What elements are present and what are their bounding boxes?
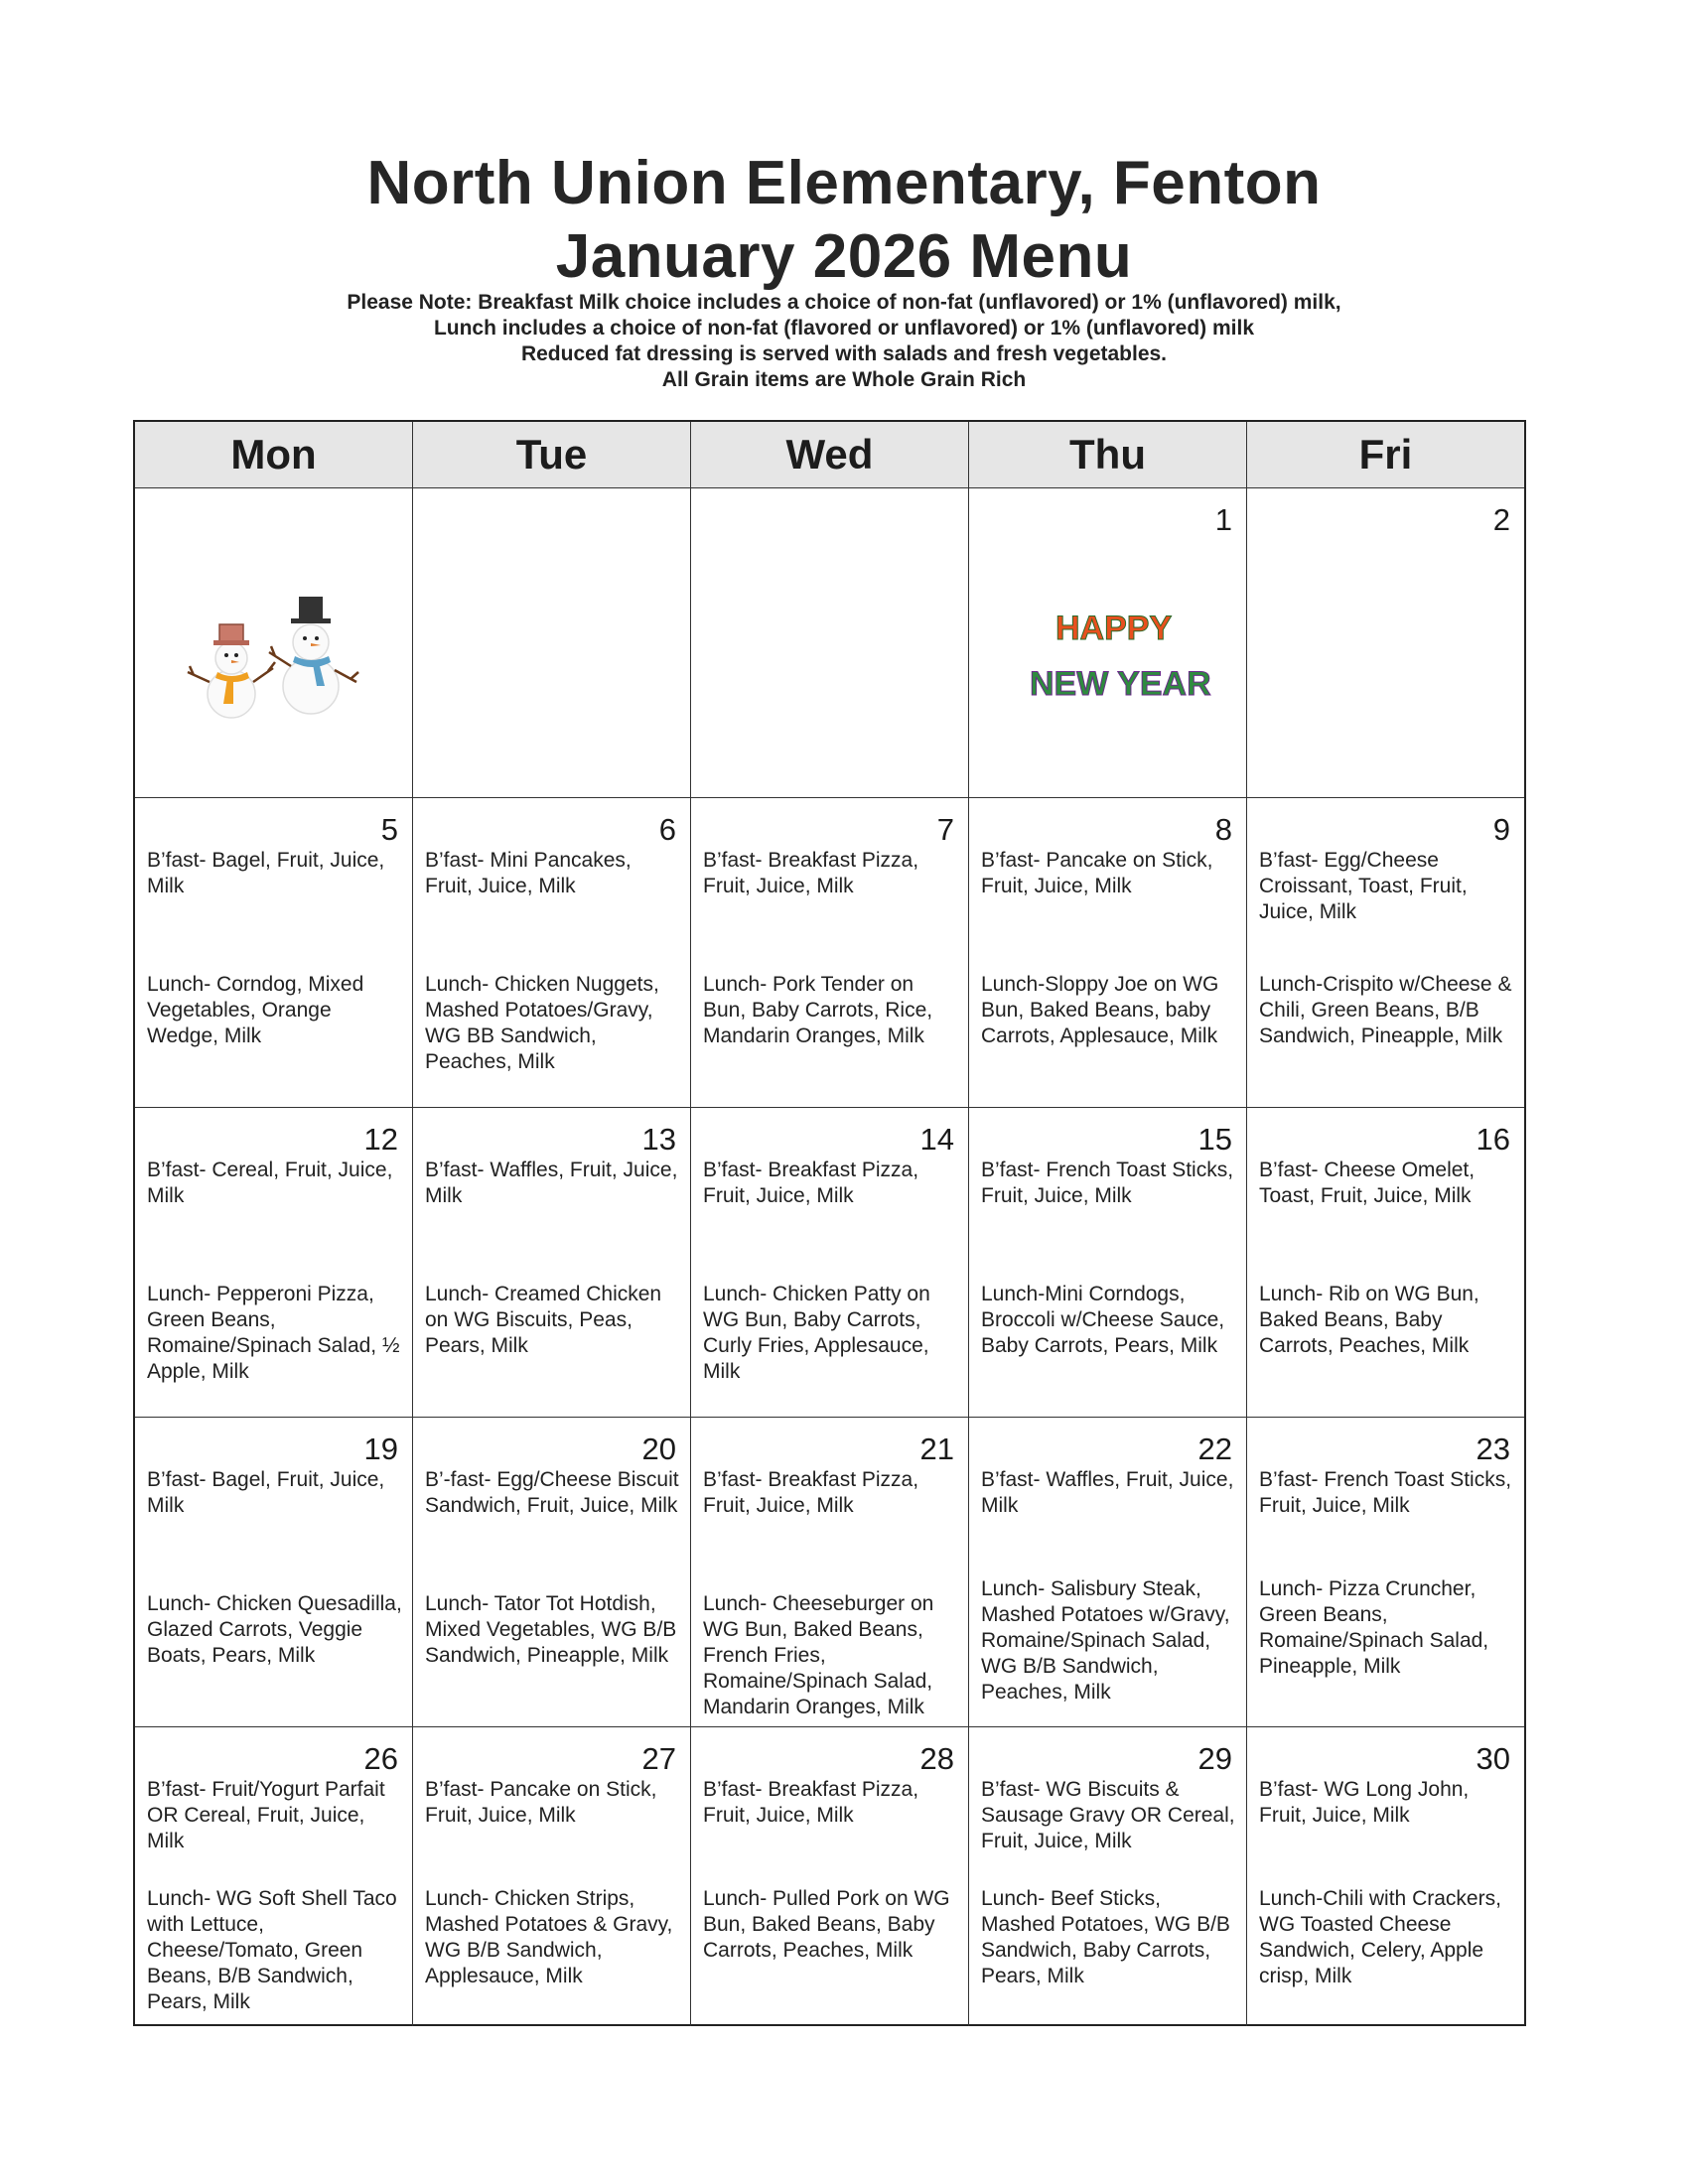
day-number: 30: [1476, 1741, 1510, 1776]
day-cell: [135, 1418, 413, 1726]
day-number: 29: [1197, 1741, 1232, 1776]
day-cell: [413, 1418, 691, 1726]
weekday-header-fri: Fri: [1247, 422, 1524, 488]
lunch-text: Lunch- Chicken Nuggets, Mashed Potatoes/Gravy, WG BB Sandwich, Peaches, Milk: [425, 973, 659, 1073]
breakfast-text: B’fast- Mini Pancakes, Fruit, Juice, Milk: [425, 849, 632, 897]
lunch-text: Lunch-Mini Corndogs, Broccoli w/Cheese Sauce, Baby Carrots, Pears, Milk: [981, 1283, 1225, 1357]
note-line: Reduced fat dressing is served with salads and fresh vegetables.: [520, 342, 1168, 365]
day-number: 5: [380, 812, 398, 847]
lunch-text: Lunch- Salisbury Steak, Mashed Potatoes w/Gravy, Romaine/Spinach Salad, WG B/B Sandwich, Peaches, Milk: [981, 1577, 1230, 1704]
lunch-text: Lunch- Beef Sticks, Mashed Potatoes, WG B/B Sandwich, Baby Carrots, Pears, Milk: [981, 1887, 1230, 1987]
breakfast-text: B’fast- Cereal, Fruit, Juice, Milk: [147, 1159, 393, 1207]
day-number: 23: [1476, 1432, 1510, 1466]
lunch-text: Lunch- Pork Tender on Bun, Baby Carrots, Rice, Mandarin Oranges, Milk: [703, 973, 933, 1047]
day-number: 7: [936, 812, 954, 847]
note-line: All Grain items are Whole Grain Rich: [661, 368, 1027, 391]
weekday-header-tue: Tue: [413, 422, 691, 488]
day-number: 27: [641, 1741, 676, 1776]
weekday-header-mon: Mon: [135, 422, 413, 488]
breakfast-text: B’fast- WG Biscuits & Sausage Gravy OR Cereal, Fruit, Juice, Milk: [981, 1778, 1235, 1852]
day-cell: [1247, 488, 1524, 797]
day-number: 9: [1492, 812, 1510, 847]
lunch-text: Lunch- Chicken Quesadilla, Glazed Carrots, Veggie Boats, Pears, Milk: [147, 1592, 402, 1667]
lunch-text: Lunch- Rib on WG Bun, Baked Beans, Baby Carrots, Peaches, Milk: [1259, 1283, 1479, 1357]
day-cell: [413, 488, 691, 797]
day-number: 28: [919, 1741, 954, 1776]
breakfast-text: B’fast- Pancake on Stick, Fruit, Juice, Milk: [981, 849, 1213, 897]
note-line: Lunch includes a choice of non-fat (flavored or unflavored) or 1% (unflavored) milk: [433, 317, 1255, 340]
lunch-text: Lunch- WG Soft Shell Taco with Lettuce, Cheese/Tomato, Green Beans, B/B Sandwich, Pears, Milk: [147, 1887, 397, 2013]
day-number: 26: [363, 1741, 398, 1776]
day-number: 2: [1492, 502, 1510, 537]
day-cell: [969, 488, 1247, 797]
day-cell: [413, 1727, 691, 2026]
day-number: 21: [919, 1432, 954, 1466]
day-cell: [691, 1108, 969, 1417]
breakfast-text: B’fast- Breakfast Pizza, Fruit, Juice, Milk: [703, 1159, 919, 1207]
day-cell: [135, 1108, 413, 1417]
day-cell: [691, 488, 969, 797]
week-row: [135, 1108, 1524, 1418]
breakfast-text: B’fast- Fruit/Yogurt Parfait OR Cereal, Fruit, Juice, Milk: [147, 1778, 385, 1852]
day-cell: [691, 1418, 969, 1726]
lunch-text: Lunch- Pulled Pork on WG Bun, Baked Beans, Baby Carrots, Peaches, Milk: [703, 1887, 950, 1962]
breakfast-text: B’fast- French Toast Sticks, Fruit, Juice, Milk: [1259, 1468, 1512, 1517]
lunch-text: Lunch-Chili with Crackers, WG Toasted Cheese Sandwich, Celery, Apple crisp, Milk: [1259, 1887, 1501, 1987]
school-name: North Union Elementary, Fenton: [366, 149, 1322, 217]
menu-calendar: [133, 420, 1526, 2026]
menu-notes: [0, 290, 1688, 393]
day-cell: [1247, 1727, 1524, 2026]
breakfast-text: B’fast- Pancake on Stick, Fruit, Juice, Milk: [425, 1778, 657, 1827]
day-cell: [413, 798, 691, 1107]
day-cell: [135, 1727, 413, 2026]
day-number: 12: [363, 1122, 398, 1157]
day-number: 1: [1214, 502, 1232, 537]
day-number: 22: [1197, 1432, 1232, 1466]
day-number: 19: [363, 1432, 398, 1466]
day-number: 15: [1197, 1122, 1232, 1157]
weekday-header-row: [135, 422, 1524, 488]
breakfast-text: B’fast- Egg/Cheese Croissant, Toast, Fruit, Juice, Milk: [1259, 849, 1468, 923]
new-year-text: NEW YEAR: [1030, 665, 1211, 703]
week-row: [135, 798, 1524, 1108]
breakfast-text: B’fast- Breakfast Pizza, Fruit, Juice, Milk: [703, 1778, 919, 1827]
day-number: 20: [641, 1432, 676, 1466]
calendar-grid: [135, 488, 1524, 2024]
day-cell: [1247, 1108, 1524, 1417]
lunch-text: Lunch- Creamed Chicken on WG Biscuits, Peas, Pears, Milk: [425, 1283, 662, 1357]
snowmen-illustration: [170, 583, 378, 751]
day-number: 13: [641, 1122, 676, 1157]
breakfast-text: B’fast- Bagel, Fruit, Juice, Milk: [147, 849, 385, 897]
lunch-text: Lunch- Tator Tot Hotdish, Mixed Vegetables, WG B/B Sandwich, Pineapple, Milk: [425, 1592, 677, 1667]
day-cell: [691, 1727, 969, 2026]
menu-title: [0, 147, 1688, 294]
day-cell: [969, 1108, 1247, 1417]
lunch-text: Lunch- Cheeseburger on WG Bun, Baked Beans, French Fries, Romaine/Spinach Salad, Mandarin Oranges, Milk: [703, 1592, 934, 1718]
breakfast-text: B’fast- Breakfast Pizza, Fruit, Juice, Milk: [703, 1468, 919, 1517]
day-number: 8: [1214, 812, 1232, 847]
week-row: [135, 1418, 1524, 1727]
breakfast-text: B’fast- Breakfast Pizza, Fruit, Juice, Milk: [703, 849, 919, 897]
lunch-text: Lunch- Chicken Strips, Mashed Potatoes & Gravy, WG B/B Sandwich, Applesauce, Milk: [425, 1887, 673, 1987]
breakfast-text: B’fast- Waffles, Fruit, Juice, Milk: [981, 1468, 1234, 1517]
day-number: 16: [1476, 1122, 1510, 1157]
day-number: 14: [919, 1122, 954, 1157]
lunch-text: Lunch- Corndog, Mixed Vegetables, Orange Wedge, Milk: [147, 973, 364, 1047]
menu-month: January 2026 Menu: [555, 222, 1133, 291]
breakfast-text: B’fast- French Toast Sticks, Fruit, Juice, Milk: [981, 1159, 1234, 1207]
day-number: 6: [658, 812, 676, 847]
day-cell: [1247, 798, 1524, 1107]
weekday-header-wed: Wed: [691, 422, 969, 488]
lunch-text: Lunch-Crispito w/Cheese & Chili, Green Beans, B/B Sandwich, Pineapple, Milk: [1259, 973, 1512, 1047]
day-cell: [691, 798, 969, 1107]
day-cell: [1247, 1418, 1524, 1726]
lunch-text: Lunch- Chicken Patty on WG Bun, Baby Carrots, Curly Fries, Applesauce, Milk: [703, 1283, 930, 1383]
breakfast-text: B’fast- Waffles, Fruit, Juice, Milk: [425, 1159, 678, 1207]
breakfast-text: B’-fast- Egg/Cheese Biscuit Sandwich, Fruit, Juice, Milk: [425, 1468, 679, 1517]
week-row: [135, 488, 1524, 798]
day-cell: [969, 1418, 1247, 1726]
happy-new-year-graphic: [1024, 596, 1211, 715]
note-line: Please Note: Breakfast Milk choice includes a choice of non-fat (unflavored) or 1% (unflavored) milk,: [347, 291, 1341, 314]
day-cell: [135, 488, 413, 797]
day-cell: [135, 798, 413, 1107]
breakfast-text: B’fast- WG Long John, Fruit, Juice, Milk: [1259, 1778, 1470, 1827]
lunch-text: Lunch-Sloppy Joe on WG Bun, Baked Beans, baby Carrots, Applesauce, Milk: [981, 973, 1219, 1047]
lunch-text: Lunch- Pepperoni Pizza, Green Beans, Romaine/Spinach Salad, ½ Apple, Milk: [147, 1283, 400, 1383]
lunch-text: Lunch- Pizza Cruncher, Green Beans, Romaine/Spinach Salad, Pineapple, Milk: [1259, 1577, 1489, 1678]
weekday-header-thu: Thu: [969, 422, 1247, 488]
breakfast-text: B’fast- Bagel, Fruit, Juice, Milk: [147, 1468, 385, 1517]
breakfast-text: B’fast- Cheese Omelet, Toast, Fruit, Juice, Milk: [1259, 1159, 1476, 1207]
day-cell: [413, 1108, 691, 1417]
day-cell: [969, 798, 1247, 1107]
happy-text: HAPPY: [1055, 610, 1173, 647]
week-row: [135, 1727, 1524, 2026]
day-cell: [969, 1727, 1247, 2026]
